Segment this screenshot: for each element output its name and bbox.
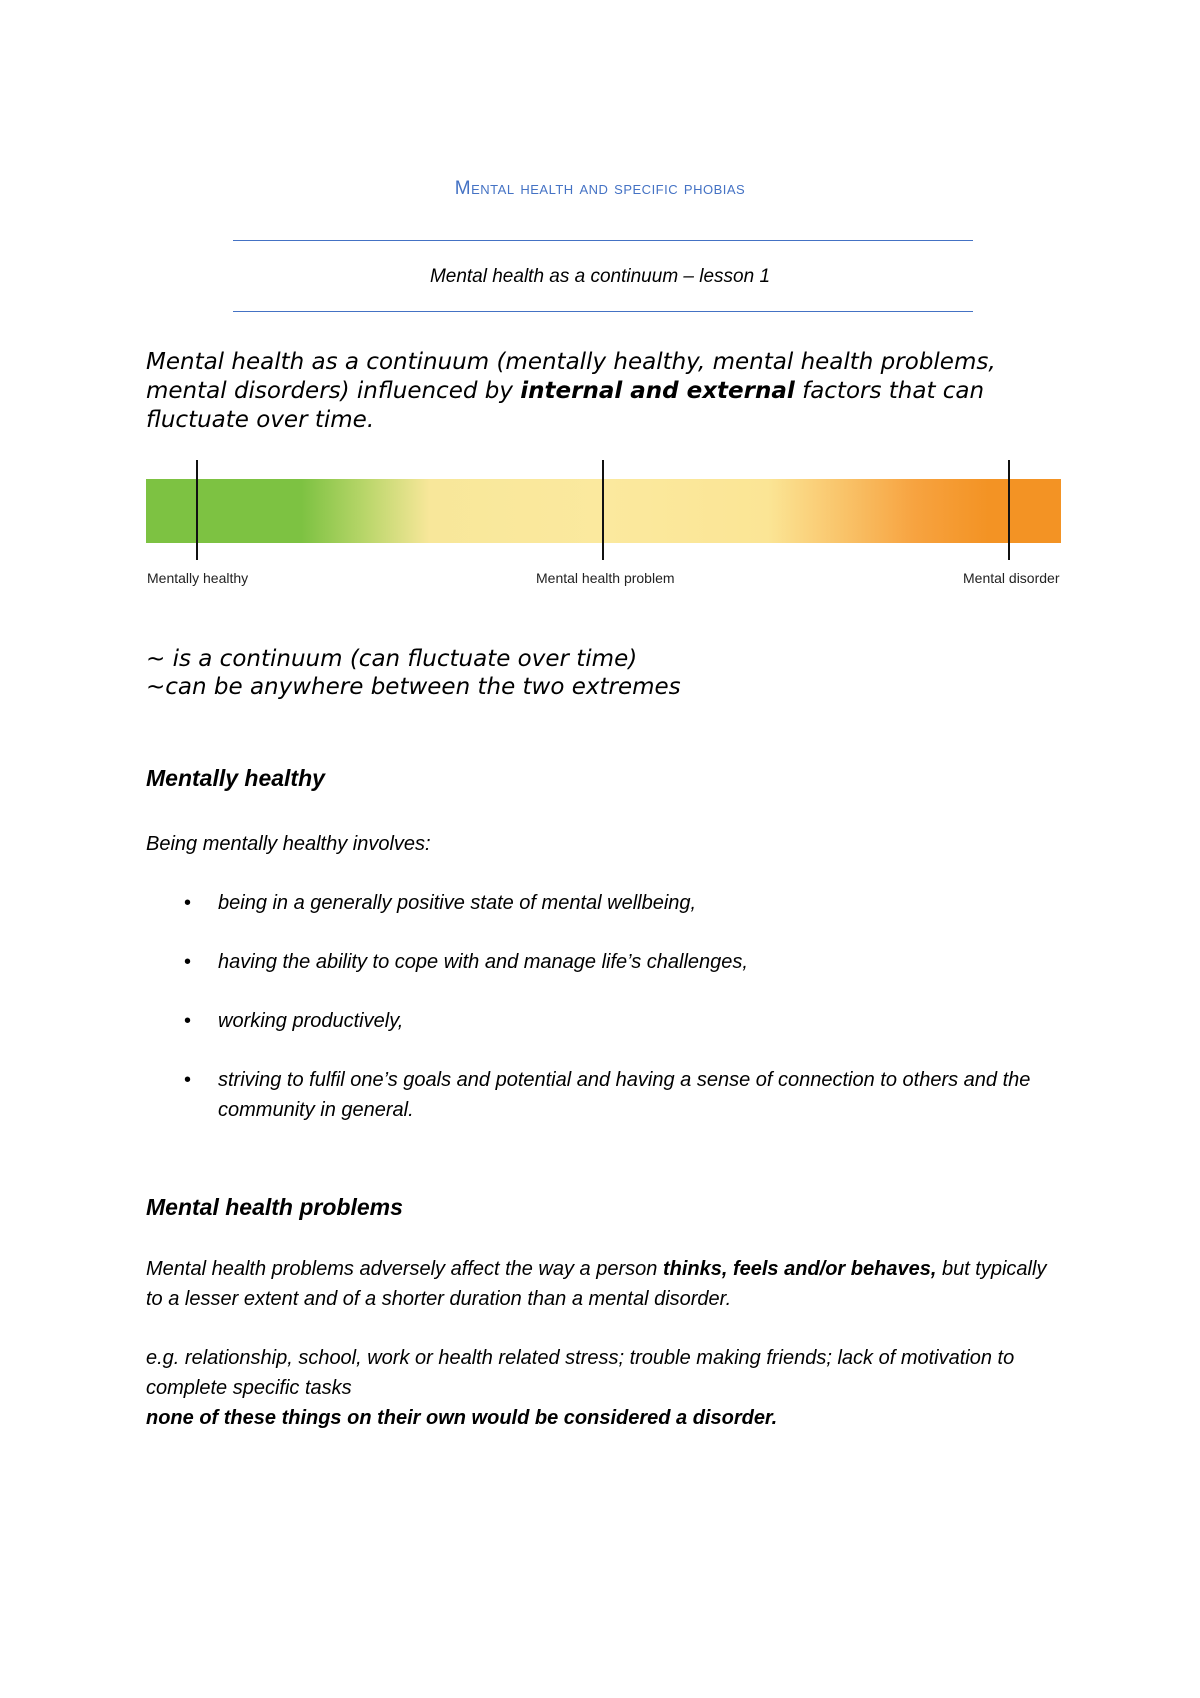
document-subtitle: Mental health as a continuum – lesson 1: [429, 266, 771, 287]
list-item: [146, 1006, 1066, 1036]
continuum-tick-disorder: [1008, 460, 1010, 560]
note-line-1: ~ is a continuum (can fluctuate over time): [146, 646, 638, 672]
list-item-text: striving to fulfil one’s goals and potential and having a sense of connection to others and the community in general.: [218, 1069, 1031, 1121]
problems-p1-bold: thinks, feels and/or behaves,: [662, 1258, 937, 1280]
list-item: [146, 1065, 1066, 1125]
continuum-notes: [146, 645, 1066, 701]
heading-mental-health-problems: Mental health problems: [146, 1194, 403, 1220]
problems-paragraph-1: [146, 1254, 1066, 1314]
problems-p1-part-a: Mental health problems adversely affect the way a person: [146, 1258, 663, 1280]
lead-bold: internal and external: [520, 378, 795, 404]
continuum-label-problem: Mental health problem: [536, 570, 675, 586]
list-item-text: being in a generally positive state of mental wellbeing,: [218, 892, 697, 914]
continuum-label-healthy: Mentally healthy: [147, 570, 249, 586]
problems-note: none of these things on their own would be considered a disorder.: [146, 1407, 778, 1429]
continuum-label-disorder: Mental disorder: [963, 570, 1060, 586]
continuum-tick-healthy: [196, 460, 198, 560]
heading-mentally-healthy: Mentally healthy: [146, 765, 325, 791]
list-item: [146, 947, 1066, 977]
lead-part2: factors that can fluctuate over time.: [146, 378, 985, 433]
continuum-tick-problem: [602, 460, 604, 560]
list-item-text: working productively,: [218, 1010, 404, 1032]
note-line-2: ~can be anywhere between the two extremes: [146, 674, 681, 700]
healthy-intro: Being mentally healthy involves:: [146, 833, 431, 855]
healthy-bullet-list: [146, 888, 1066, 1154]
bullet-icon: •: [184, 951, 192, 973]
problems-p1-part-b: but typically to a lesser extent and of a shorter duration than a mental disorder.: [146, 1258, 1047, 1310]
problems-examples: e.g. relationship, school, work or health related stress; trouble making friends; lack of motivation to complete specific tasks: [146, 1347, 1015, 1399]
bullet-icon: •: [184, 1069, 192, 1091]
title-rule-top: [233, 240, 973, 241]
list-item-text: having the ability to cope with and manage life’s challenges,: [218, 951, 748, 973]
lead-part1: Mental health as a continuum (mentally healthy, mental health problems, mental disorders) influenced by: [146, 349, 996, 404]
bullet-icon: •: [184, 1010, 192, 1032]
document-title: Mental health and specific phobias: [454, 178, 746, 199]
title-rule-bottom: [233, 311, 973, 312]
lead-statement: [146, 348, 1066, 435]
list-item: [146, 888, 1066, 918]
mental-health-continuum: [146, 460, 1061, 590]
bullet-icon: •: [184, 892, 192, 914]
